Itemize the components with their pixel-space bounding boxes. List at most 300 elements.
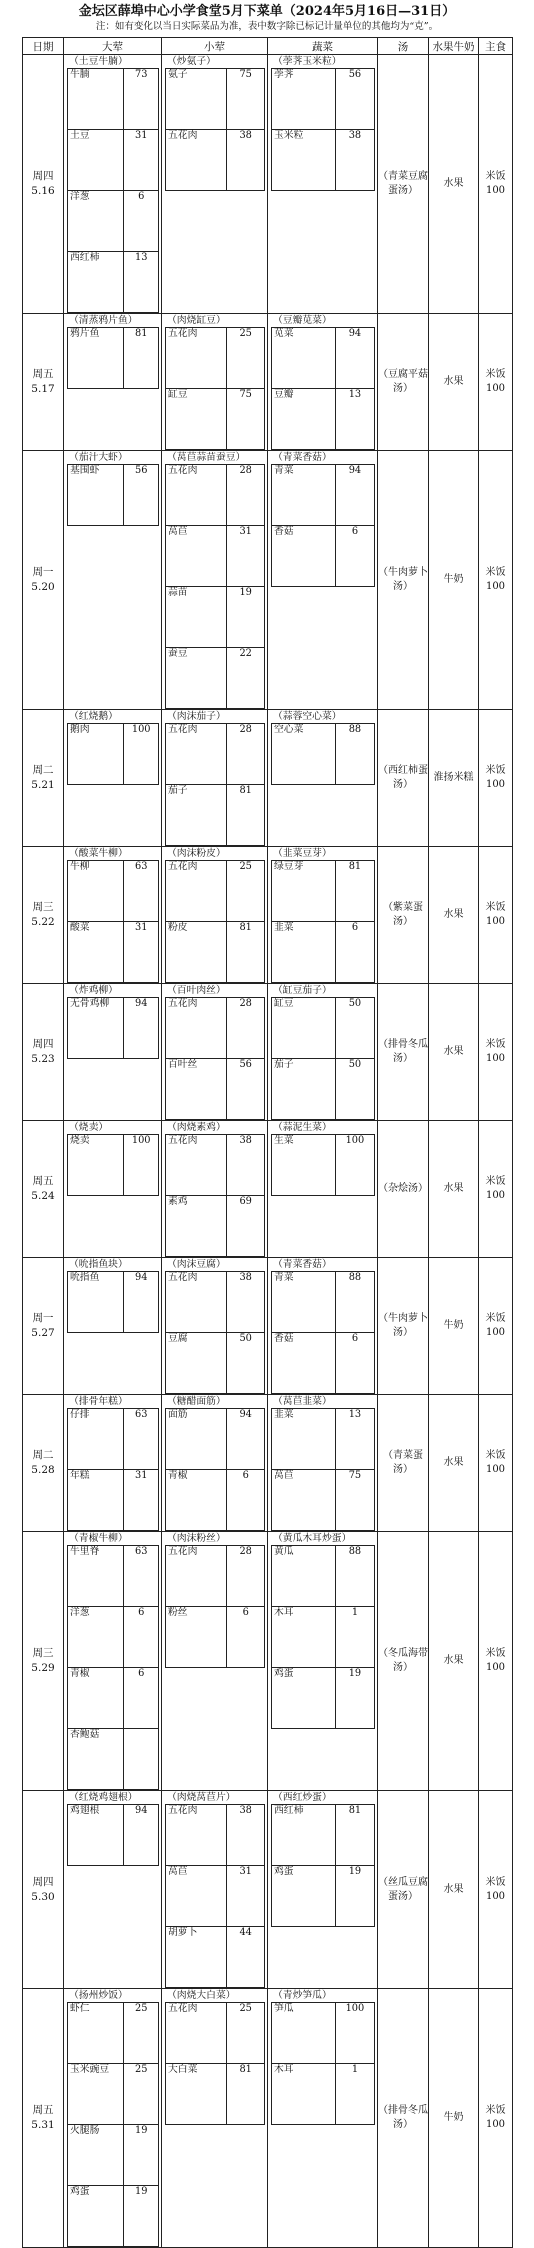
soup-cell: （排骨冬瓜汤） <box>378 984 429 1121</box>
ingredient-row <box>272 998 375 1059</box>
vegetable-dish <box>268 1791 377 1927</box>
vegetable-cell <box>268 1121 378 1258</box>
ingredient-amount: 19 <box>124 2186 159 2247</box>
vegetable-cell <box>268 55 378 314</box>
ingredient-amount: 81 <box>227 785 265 846</box>
ingredient-row <box>272 1546 375 1607</box>
soup-cell: （丝瓜豆腐蛋汤） <box>378 1791 429 1989</box>
vegetable-cell <box>268 1989 378 2248</box>
day-row <box>23 1989 513 2248</box>
menu-table <box>22 37 513 2248</box>
ingredient-amount: 19 <box>124 2125 159 2186</box>
ingredient-row <box>166 1470 265 1531</box>
ingredient-name: 木耳 <box>272 1607 336 1668</box>
staple-amount: 100 <box>485 185 506 196</box>
big-meat-dish-name: （排骨年糕） <box>69 1396 128 1407</box>
small-meat-dish-name: （莴苣蒜苗蚕豆） <box>167 452 246 463</box>
ingredient-row <box>272 130 375 191</box>
soup-cell: （牛肉萝卜汤） <box>378 1258 429 1395</box>
ingredient-row <box>166 1607 265 1668</box>
big-meat-dish-name: （酸菜牛柳） <box>69 848 128 859</box>
small-meat-cell <box>162 314 268 451</box>
ingredient-name: 虾仁 <box>68 2003 124 2064</box>
ingredient-row <box>166 1333 265 1394</box>
vegetable-dish-name: （西红炒蛋） <box>273 1792 332 1803</box>
small-meat-dish-name: （肉烧大白菜） <box>167 1990 236 2001</box>
soup-cell: （牛肉萝卜汤） <box>378 451 429 710</box>
ingredient-row <box>68 2064 159 2125</box>
weekday: 周三 <box>32 901 54 913</box>
vegetable-dish <box>268 1121 377 1196</box>
ingredient-row <box>68 1470 159 1531</box>
small-meat-cell <box>162 1258 268 1395</box>
big-meat-ingredients <box>67 1134 159 1196</box>
ingredient-name: 土豆 <box>68 130 124 191</box>
ingredient-row <box>272 861 375 922</box>
soup-cell: （冬瓜海带汤） <box>378 1532 429 1791</box>
ingredient-amount: 81 <box>227 2064 265 2125</box>
staple-cell <box>479 1258 513 1395</box>
date: 5.30 <box>31 1890 55 1903</box>
day-row <box>23 1121 513 1258</box>
ingredient-row <box>166 648 265 709</box>
ingredient-row <box>166 389 265 450</box>
ingredient-amount: 13 <box>124 252 159 313</box>
ingredient-amount: 94 <box>335 465 374 526</box>
date-cell <box>23 1395 64 1532</box>
small-meat-dish-name: （肉烧莴苣片） <box>167 1792 236 1803</box>
small-meat-cell <box>162 1121 268 1258</box>
ingredient-amount: 69 <box>227 1196 265 1257</box>
ingredient-row <box>166 1196 265 1257</box>
fruit-milk-cell: 水果 <box>429 1395 479 1532</box>
soup-cell: （青菜豆腐蛋汤） <box>378 55 429 314</box>
ingredient-amount: 81 <box>227 922 265 983</box>
vegetable-ingredients <box>271 1408 375 1531</box>
small-meat-cell <box>162 1791 268 1989</box>
ingredient-row <box>166 2003 265 2064</box>
ingredient-row <box>272 465 375 526</box>
day-row <box>23 1395 513 1532</box>
ingredient-name: 缸豆 <box>166 389 227 450</box>
staple-amount: 100 <box>485 581 506 592</box>
big-meat-ingredients <box>67 723 159 785</box>
big-meat-dish-name: （扬州炒饭） <box>69 1990 128 2001</box>
small-meat-ingredients <box>165 464 265 709</box>
staple-amount: 100 <box>485 1190 506 1201</box>
date-cell <box>23 451 64 710</box>
vegetable-ingredients <box>271 68 375 191</box>
ingredient-row <box>166 328 265 389</box>
big-meat-cell <box>64 1791 162 1989</box>
small-meat-dish <box>162 1258 267 1394</box>
ingredient-name: 蒜苗 <box>166 587 227 648</box>
ingredient-amount: 88 <box>335 1272 374 1333</box>
big-meat-ingredients <box>67 860 159 983</box>
small-meat-dish-name: （肉沫粉丝） <box>167 1533 226 1544</box>
big-meat-cell <box>64 1989 162 2248</box>
ingredient-name: 莴苣 <box>272 1470 336 1531</box>
ingredient-amount: 6 <box>335 1333 374 1394</box>
big-meat-dish-name: （红烧鹅） <box>69 711 118 722</box>
ingredient-name: 无骨鸡柳 <box>68 998 124 1059</box>
big-meat-ingredients <box>67 327 159 389</box>
ingredient-name: 五花肉 <box>166 861 227 922</box>
ingredient-amount: 81 <box>335 861 374 922</box>
ingredient-amount: 6 <box>124 191 159 252</box>
ingredient-amount: 56 <box>227 1059 265 1120</box>
staple-amount: 100 <box>485 1053 506 1064</box>
ingredient-row <box>68 130 159 191</box>
staple-food: 米饭 <box>485 1176 506 1187</box>
ingredient-name: 酸菜 <box>68 922 124 983</box>
ingredient-name: 黄瓜 <box>272 1546 336 1607</box>
soup-cell: （青菜蛋汤） <box>378 1395 429 1532</box>
header-row <box>23 38 513 55</box>
big-meat-ingredients <box>67 1545 159 1790</box>
date: 5.20 <box>31 581 55 593</box>
header-staple: 主食 <box>479 38 513 55</box>
big-meat-dish <box>64 1395 161 1531</box>
big-meat-cell <box>64 1532 162 1791</box>
vegetable-ingredients <box>271 1271 375 1394</box>
ingredient-name: 五花肉 <box>166 724 227 785</box>
ingredient-row <box>166 1927 265 1988</box>
ingredient-amount: 38 <box>227 1805 265 1866</box>
date: 5.23 <box>31 1053 55 1065</box>
ingredient-amount: 81 <box>124 328 159 389</box>
ingredient-amount: 88 <box>335 1546 374 1607</box>
vegetable-dish <box>268 984 377 1120</box>
staple-cell <box>479 1121 513 1258</box>
small-meat-dish-name: （肉沫粉皮） <box>167 848 226 859</box>
ingredient-amount: 1 <box>335 1607 374 1668</box>
ingredient-amount: 38 <box>335 130 374 191</box>
ingredient-row <box>68 1135 159 1196</box>
big-meat-dish <box>64 1121 161 1196</box>
ingredient-name: 牛柳 <box>68 861 124 922</box>
ingredient-row <box>166 861 265 922</box>
big-meat-cell <box>64 710 162 847</box>
vegetable-cell <box>268 1258 378 1395</box>
staple-food: 米饭 <box>485 171 506 182</box>
weekday: 周五 <box>32 1175 54 1187</box>
ingredient-row <box>166 1409 265 1470</box>
ingredient-amount: 100 <box>335 1135 374 1196</box>
date: 5.22 <box>31 916 55 928</box>
fruit-milk-cell: 牛奶 <box>429 1258 479 1395</box>
staple-cell <box>479 1989 513 2248</box>
ingredient-amount: 94 <box>227 1409 265 1470</box>
staple-food: 米饭 <box>485 1876 506 1888</box>
small-meat-ingredients <box>165 1408 265 1531</box>
ingredient-amount: 19 <box>335 1668 374 1729</box>
vegetable-cell <box>268 314 378 451</box>
ingredient-amount: 31 <box>227 526 265 587</box>
ingredient-name: 茄子 <box>166 785 227 846</box>
fruit-milk-cell: 水果 <box>429 1121 479 1258</box>
ingredient-amount: 13 <box>335 1409 374 1470</box>
staple-food: 米饭 <box>485 369 506 380</box>
ingredient-name: 粉丝 <box>166 1607 227 1668</box>
big-meat-dish <box>64 847 161 983</box>
ingredient-name: 仔排 <box>68 1409 124 1470</box>
big-meat-cell <box>64 984 162 1121</box>
big-meat-dish <box>64 55 161 313</box>
staple-amount: 100 <box>485 1464 506 1475</box>
ingredient-row <box>68 2003 159 2064</box>
ingredient-name: 基围虾 <box>68 465 124 526</box>
ingredient-amount: 25 <box>124 2064 159 2125</box>
ingredient-row <box>272 2003 375 2064</box>
small-meat-dish <box>162 1532 267 1668</box>
ingredient-name: 生菜 <box>272 1135 336 1196</box>
ingredient-name: 百叶丝 <box>166 1059 227 1120</box>
ingredient-row <box>272 1866 375 1927</box>
ingredient-name: 吮指鱼 <box>68 1272 124 1333</box>
staple-food: 米饭 <box>485 765 506 776</box>
ingredient-name: 香菇 <box>272 1333 336 1394</box>
weekday: 周四 <box>32 170 54 182</box>
vegetable-dish-name: （蒜蓉空心菜） <box>273 711 342 722</box>
date-cell <box>23 1989 64 2248</box>
ingredient-row <box>68 724 159 785</box>
vegetable-cell <box>268 1395 378 1532</box>
date-cell <box>23 314 64 451</box>
day-row <box>23 847 513 984</box>
vegetable-dish <box>268 314 377 450</box>
small-meat-dish-name: （糖醋面筋） <box>167 1396 226 1407</box>
ingredient-row <box>272 389 375 450</box>
ingredient-name: 五花肉 <box>166 130 227 191</box>
ingredient-amount: 6 <box>124 1607 159 1668</box>
ingredient-row <box>166 130 265 191</box>
ingredient-row <box>272 1272 375 1333</box>
small-meat-dish-name: （肉烧缸豆） <box>167 315 226 326</box>
ingredient-amount: 94 <box>124 1805 159 1866</box>
ingredient-amount: 56 <box>124 465 159 526</box>
ingredient-amount: 44 <box>227 1927 265 1988</box>
header-vegetable: 蔬菜 <box>268 38 378 55</box>
ingredient-amount: 28 <box>227 998 265 1059</box>
staple-cell <box>479 710 513 847</box>
ingredient-row <box>166 922 265 983</box>
ingredient-row <box>166 1866 265 1927</box>
small-meat-dish <box>162 1395 267 1531</box>
big-meat-ingredients <box>67 1408 159 1531</box>
vegetable-ingredients <box>271 723 375 785</box>
vegetable-ingredients <box>271 2002 375 2125</box>
ingredient-amount: 81 <box>335 1805 374 1866</box>
ingredient-name: 莴苣 <box>166 526 227 587</box>
ingredient-amount: 13 <box>335 389 374 450</box>
weekday: 周一 <box>32 566 54 578</box>
fruit-milk-cell: 水果 <box>429 1532 479 1791</box>
small-meat-cell <box>162 710 268 847</box>
vegetable-ingredients <box>271 997 375 1120</box>
big-meat-dish-name: （炸鸡柳） <box>69 985 118 996</box>
page-note: 注：如有变化以当日实际菜品为准，表中数字除已标记计量单位的其他均为“克”。 <box>95 21 439 32</box>
big-meat-cell <box>64 1258 162 1395</box>
small-meat-ingredients <box>165 1545 265 1668</box>
day-row <box>23 1791 513 1989</box>
ingredient-row <box>68 1729 159 1790</box>
big-meat-ingredients <box>67 1804 159 1866</box>
small-meat-dish <box>162 314 267 450</box>
weekday: 周三 <box>32 1647 54 1659</box>
ingredient-row <box>272 69 375 130</box>
ingredient-amount: 31 <box>124 130 159 191</box>
ingredient-row <box>68 1272 159 1333</box>
header-fruit-milk: 水果牛奶 <box>429 38 479 55</box>
ingredient-name: 青菜 <box>272 1272 336 1333</box>
small-meat-dish <box>162 1989 267 2125</box>
big-meat-dish <box>64 1791 161 1866</box>
small-meat-dish-name: （肉烧素鸡） <box>167 1122 226 1133</box>
day-row <box>23 1258 513 1395</box>
ingredient-row <box>68 1805 159 1866</box>
small-meat-dish <box>162 847 267 983</box>
big-meat-dish <box>64 314 161 389</box>
ingredient-amount: 100 <box>124 724 159 785</box>
vegetable-cell <box>268 1791 378 1989</box>
big-meat-cell <box>64 1395 162 1532</box>
ingredient-name: 苋菜 <box>272 328 336 389</box>
ingredient-name: 五花肉 <box>166 1272 227 1333</box>
ingredient-amount: 100 <box>124 1135 159 1196</box>
big-meat-ingredients <box>67 464 159 526</box>
date-cell <box>23 55 64 314</box>
ingredient-name: 莴苣 <box>166 1866 227 1927</box>
vegetable-dish <box>268 710 377 785</box>
staple-cell <box>479 1791 513 1989</box>
ingredient-row <box>166 998 265 1059</box>
ingredient-row <box>166 785 265 846</box>
ingredient-name: 绿豆芽 <box>272 861 336 922</box>
ingredient-name: 五花肉 <box>166 998 227 1059</box>
date: 5.28 <box>31 1464 55 1476</box>
ingredient-row <box>272 1135 375 1196</box>
vegetable-dish-name: （黄瓜木耳炒蛋） <box>273 1533 352 1544</box>
date: 5.16 <box>31 185 55 197</box>
ingredient-row <box>68 861 159 922</box>
ingredient-row <box>166 2064 265 2125</box>
big-meat-cell <box>64 314 162 451</box>
vegetable-dish-name: （荸荠玉米粒） <box>273 56 342 67</box>
ingredient-name: 鸡蛋 <box>272 1866 336 1927</box>
ingredient-amount: 94 <box>124 998 159 1059</box>
staple-cell <box>479 1532 513 1791</box>
header-date: 日期 <box>23 38 64 55</box>
vegetable-dish <box>268 1258 377 1394</box>
big-meat-dish-name: （青椒牛柳） <box>69 1533 128 1544</box>
ingredient-name: 笋瓜 <box>272 2003 336 2064</box>
ingredient-name: 五花肉 <box>166 1805 227 1866</box>
vegetable-ingredients <box>271 1134 375 1196</box>
ingredient-amount: 25 <box>124 2003 159 2064</box>
date-cell <box>23 1791 64 1989</box>
soup-cell: （排骨冬瓜汤） <box>378 1989 429 2248</box>
soup-cell: （西红柿蛋汤） <box>378 710 429 847</box>
fruit-milk-cell: 水果 <box>429 984 479 1121</box>
big-meat-dish-name: （土豆牛腩） <box>69 56 128 67</box>
ingredient-row <box>272 1607 375 1668</box>
big-meat-ingredients <box>67 997 159 1059</box>
vegetable-dish <box>268 847 377 983</box>
small-meat-dish <box>162 710 267 846</box>
ingredient-name: 氨子 <box>166 69 227 130</box>
ingredient-row <box>272 328 375 389</box>
ingredient-name: 年糕 <box>68 1470 124 1531</box>
fruit-milk-cell: 牛奶 <box>429 1989 479 2248</box>
small-meat-dish-name: （肉沫豆腐） <box>167 1259 226 1270</box>
vegetable-dish <box>268 55 377 191</box>
staple-food: 米饭 <box>485 1039 506 1050</box>
ingredient-row <box>272 922 375 983</box>
ingredient-name: 茄子 <box>272 1059 336 1120</box>
ingredient-name: 烧卖 <box>68 1135 124 1196</box>
fruit-milk-cell: 淮扬米糕 <box>429 710 479 847</box>
ingredient-amount: 19 <box>335 1866 374 1927</box>
big-meat-dish <box>64 1258 161 1333</box>
ingredient-amount: 38 <box>227 1135 265 1196</box>
ingredient-row <box>166 69 265 130</box>
vegetable-cell <box>268 710 378 847</box>
vegetable-ingredients <box>271 860 375 983</box>
page-title: 金坛区薛埠中心小学食堂5月下菜单（2024年5月16日—31日） <box>78 4 456 19</box>
small-meat-ingredients <box>165 2002 265 2125</box>
small-meat-ingredients <box>165 997 265 1120</box>
ingredient-amount: 38 <box>227 1272 265 1333</box>
ingredient-name: 玉米豌豆 <box>68 2064 124 2125</box>
ingredient-row <box>68 1409 159 1470</box>
ingredient-row <box>166 1135 265 1196</box>
header-small-meat: 小荤 <box>162 38 268 55</box>
small-meat-dish <box>162 1791 267 1988</box>
vegetable-ingredients <box>271 1545 375 1729</box>
day-row <box>23 710 513 847</box>
small-meat-ingredients <box>165 860 265 983</box>
ingredient-amount: 6 <box>335 922 374 983</box>
ingredient-row <box>68 191 159 252</box>
ingredient-row <box>68 252 159 313</box>
ingredient-row <box>272 2064 375 2125</box>
staple-amount: 100 <box>485 916 506 927</box>
ingredient-row <box>272 1470 375 1531</box>
ingredient-row <box>68 2125 159 2186</box>
big-meat-dish <box>64 984 161 1059</box>
big-meat-dish-name: （烧卖） <box>69 1122 109 1133</box>
fruit-milk-cell: 牛奶 <box>429 451 479 710</box>
vegetable-dish-name: （莴苣韭菜） <box>273 1396 332 1407</box>
ingredient-amount: 63 <box>124 1546 159 1607</box>
vegetable-cell <box>268 451 378 710</box>
ingredient-amount: 50 <box>335 998 374 1059</box>
staple-cell <box>479 1395 513 1532</box>
ingredient-row <box>272 1805 375 1866</box>
ingredient-name: 牛里脊 <box>68 1546 124 1607</box>
ingredient-amount: 94 <box>124 1272 159 1333</box>
big-meat-dish <box>64 710 161 785</box>
small-meat-cell <box>162 1395 268 1532</box>
small-meat-cell <box>162 1532 268 1791</box>
ingredient-name: 素鸡 <box>166 1196 227 1257</box>
ingredient-row <box>272 526 375 587</box>
big-meat-cell <box>64 55 162 314</box>
ingredient-amount: 25 <box>227 328 265 389</box>
ingredient-amount: 28 <box>227 465 265 526</box>
big-meat-dish-name: （茄汁大虾） <box>69 452 128 463</box>
